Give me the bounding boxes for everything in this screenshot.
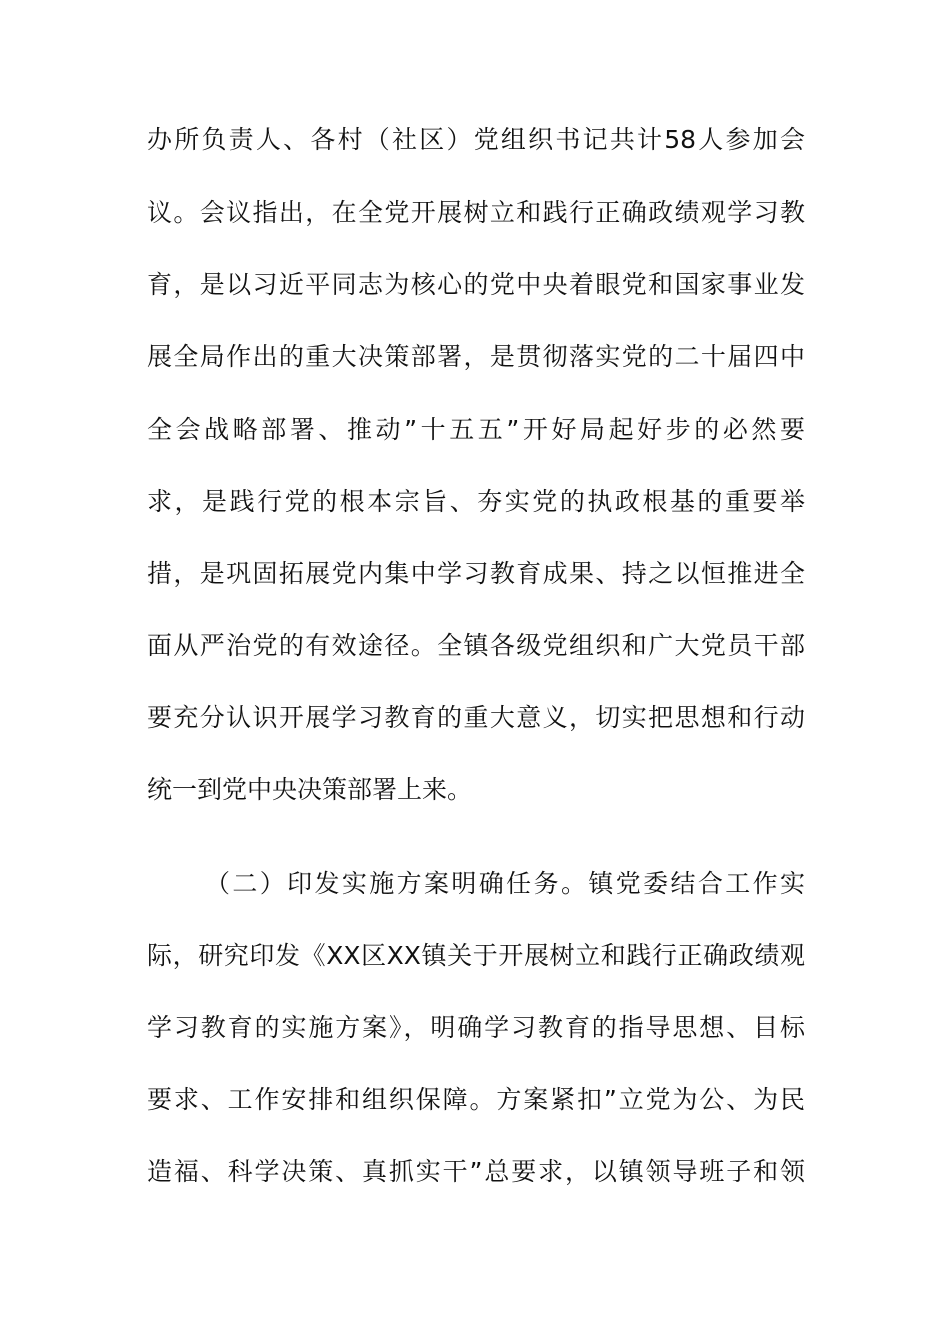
text-line: 展全局作出的重大决策部署，是贯彻落实党的二十届四中 [147,342,805,371]
text-line: 育，是以习近平同志为核心的党中央着眼党和国家事业发 [147,270,805,299]
text-line: 际，研究印发《XX区XX镇关于开展树立和践行正确政绩观 [147,941,805,970]
text-line: 造福、科学决策、真抓实干”总要求，以镇领导班子和领 [147,1157,805,1186]
text-line: 学习教育的实施方案》，明确学习教育的指导思想、目标 [147,1013,805,1042]
text-line: 求，是践行党的根本宗旨、夯实党的执政根基的重要举 [147,487,805,516]
text-line: 办所负责人、各村（社区）党组织书记共计58人参加会 [147,125,805,154]
text-line: 要充分认识开展学习教育的重大意义，切实把思想和行动 [147,703,805,732]
text-line: 措，是巩固拓展党内集中学习教育成果、持之以恒推进全 [147,559,805,588]
text-line: 议。会议指出，在全党开展树立和践行正确政绩观学习教 [147,198,805,227]
text-line: 全会战略部署、推动”十五五”开好局起好步的必然要 [147,415,805,444]
text-line: 要求、工作安排和组织保障。方案紧扣”立党为公、为民 [147,1085,805,1114]
text-line: 面从严治党的有效途径。全镇各级党组织和广大党员干部 [147,631,805,660]
text-line: （二）印发实施方案明确任务。镇党委结合工作实 [205,869,805,898]
text-line: 统一到党中央决策部署上来。 [147,775,473,804]
